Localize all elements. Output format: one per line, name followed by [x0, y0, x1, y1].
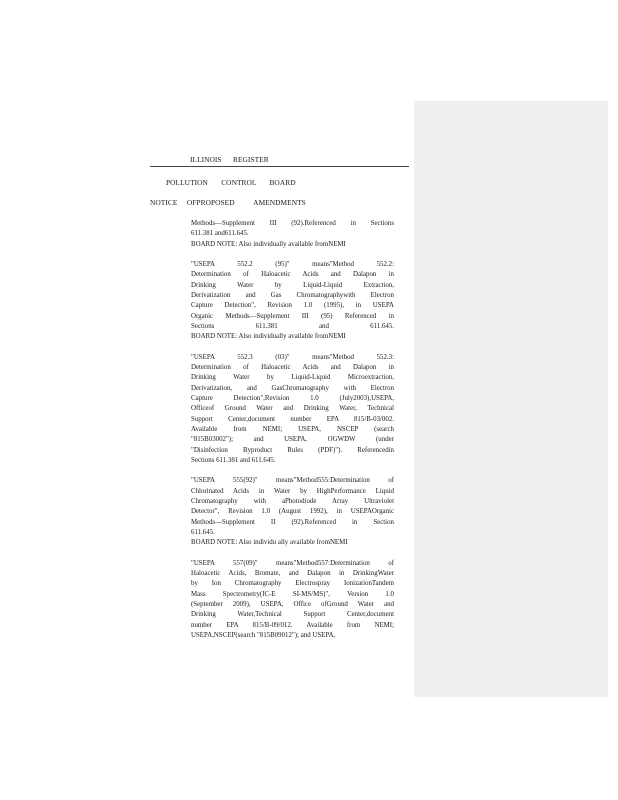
paragraph-line: "USEPA 555(92)" means"Method555:Determination of [191, 477, 394, 485]
paragraph-line: Derivatization, and GasChromatography with Electron [191, 384, 394, 392]
header-rule [150, 166, 409, 167]
paragraph-line: (September 2009), USEPA, Office ofGround Water and [191, 600, 394, 608]
paragraph [191, 219, 394, 250]
paragraph-line: Haloacetic Acids, Bromate, and Dalapon in DrinkingWater [191, 570, 394, 578]
paragraph-line: Support Center,document number EPA 815/B-03/002. [191, 415, 394, 423]
paragraph-line: Organic Methods—Supplement III (95) Referenced in [191, 312, 394, 320]
register-header: ILLINOIS REGISTER [190, 155, 269, 164]
paragraph [191, 476, 394, 548]
comment-pane [414, 101, 608, 697]
paragraph-line: "USEPA 552.2 (95)" means"Method 552.2: [191, 261, 394, 269]
paragraph-line: Mass Spectrometry(IC-E SI-MS/MS)", Version 1.0 [191, 590, 394, 598]
paragraph-line: Officeof Ground Water and Drinking Water, Technical [191, 405, 394, 413]
paragraph-line: Drinking Water,Technical Support Center,document [191, 611, 394, 619]
paragraph-line: BOARD NOTE: Also individu ally available fromNEMI [191, 539, 348, 547]
paragraph-line: Capture Detection", Revision 1.0 (1995), in USEPA [191, 302, 394, 310]
notice-header: NOTICE OFPROPOSED AMENDMENTS [150, 198, 306, 207]
paragraph-line: "Disinfection Byproduct Rules (PDF)"). Referencedin [191, 446, 394, 454]
paragraph [191, 260, 394, 342]
paragraph-line: Determination of Haloacetic Acids and Dalapon in [191, 271, 394, 279]
paragraph-line: Sections 611.381 and 611.645. [191, 456, 276, 464]
paragraph-line: Available from NEMI; USEPA, NSCEP (search [191, 425, 394, 433]
paragraph-line: Chromatography with aPhotodiode Array Ultraviolet [191, 498, 394, 506]
paragraph-line: Sections 611.381 and 611.645. [191, 322, 394, 330]
paragraph-line: Determination of Haloacetic Acids and Dalapon in [191, 364, 394, 372]
paragraph-line: "USEPA 557(09)" means"Method557:Determination of [191, 559, 394, 567]
paragraph-line: Detector", Revision 1.0 (August 1992), in USEPAOrganic [191, 508, 394, 516]
paragraph-line: "815B03002"); and USEPA, OGWDW (under [191, 436, 394, 444]
paragraph-line: by Ion Chromatography Electrospray IonizationTandem [191, 580, 394, 588]
paragraph-line: Drinking Water by Liquid-Liquid Microextraction, [191, 374, 394, 382]
document-body [191, 219, 394, 651]
paragraph [191, 559, 394, 641]
paragraph-line: Methods—Supplement II (92).Referenced in Section [191, 518, 394, 526]
paragraph-line: Drinking Water by Liquid-Liquid Extraction, [191, 281, 394, 289]
paragraph-line: BOARD NOTE: Also individually available fromNEMI [191, 333, 346, 341]
board-header: POLLUTION CONTROL BOARD [166, 178, 296, 187]
paragraph-line: BOARD NOTE: Also individually available fromNEMI [191, 240, 346, 248]
paragraph-line: 611.645. [191, 528, 215, 536]
paragraph-line: "USEPA 552.3 (03)" means"Method 552.3: [191, 353, 394, 361]
paragraph-line: Capture Detection",Revision 1.0 (July2003),USEPA, [191, 395, 394, 403]
paragraph-line: 611.381 and611.645. [191, 230, 249, 238]
paragraph-line: Derivatization and Gas Chromatographywith Electron [191, 292, 394, 300]
paragraph-line: number EPA 815/B-09/012. Available from NEMI; [191, 621, 394, 629]
paragraph-line: Methods—Supplement III (92).Referenced in Sections [191, 220, 394, 227]
paragraph-line: USEPA,NSCEP(search "815B09012"); and USEPA, [191, 631, 336, 639]
paragraph-line: Chlorinated Acids in Water by HighPerformance Liquid [191, 487, 394, 495]
paragraph [191, 353, 394, 466]
